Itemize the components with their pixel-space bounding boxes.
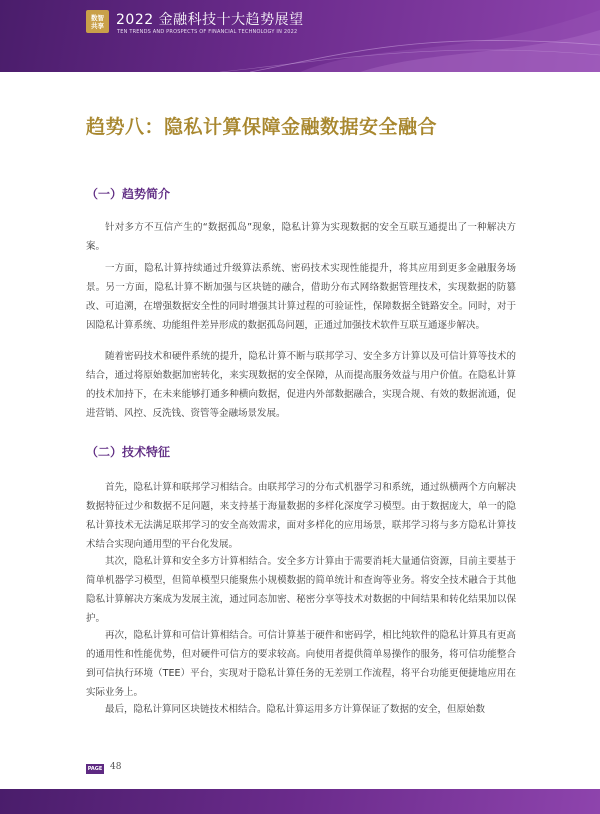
page-number: 48: [110, 762, 122, 772]
header-banner: [0, 0, 600, 72]
report-logo: [86, 10, 109, 33]
paragraph: 一方面，隐私计算持续通过升级算法系统、密码技术实现性能提升，将其应用到更多金融服务场景。另一方面，隐私计算不断加强与区块链的融合，借助分布式网络数据管理技术，实现数据的防篡改、可追溯，在增强数据安全性的同时增强其计算过程的可验证性，保障数据全链路安全。同时，对于因隐私计算系统、功能组件差异形成的数据孤岛问题，正通过加强技术软件互联互通逐步解决。: [86, 263, 516, 331]
paragraph: 最后，隐私计算同区块链技术相结合。隐私计算运用多方计算保证了数据的安全，但原始数: [105, 704, 486, 715]
paragraph: 首先，隐私计算和联邦学习相结合。由联邦学习的分布式机器学习和系统，通过纵横两个方向解决数据特征过少和数据不足问题，来支持基于海量数据的多样化深度学习模型。由于数据庞大，单一的隐私计算技术无法满足联邦学习的安全高效需求，面对多样化的应用场景，联邦学习将与多方隐私计算技术结合实现向通用型的平台化发展。: [86, 482, 516, 550]
page-title: 趋势八：隐私计算保障金融数据安全融合: [86, 116, 438, 138]
logo-line-2: 共享: [91, 21, 104, 30]
section-heading-features: （二）技术特征: [86, 445, 171, 459]
paragraph: 随着密码技术和硬件系统的提升，隐私计算不断与联邦学习、安全多方计算以及可信计算等技术的结合，通过将原始数据加密转化，来实现数据的安全保障，从而提高服务效益与用户价值。在隐私计算的技术加持下，在未来能够打通多种横向数据，促进内外部数据融合，实现合规、有效的数据流通，促进营销、风控、反洗钱、资管等金融场景发展。: [86, 351, 516, 419]
page-badge: [86, 764, 104, 774]
paragraph: 针对多方不互信产生的“数据孤岛”现象，隐私计算为实现数据的安全互联互通提出了一种解决方案。: [86, 222, 516, 252]
section-heading-intro: （一）趋势简介: [86, 187, 171, 201]
paragraph: 再次，隐私计算和可信计算相结合。可信计算基于硬件和密码学，相比纯软件的隐私计算具有更高的通用性和性能优势，但对硬件可信方的要求较高。向使用者提供简单易操作的服务，将可信功能整合到可信执行环境（TEE）平台，实现对于隐私计算任务的无差别工作流程，将平台功能更便捷地应用在实际业务上。: [86, 630, 516, 698]
report-title: 2022 金融科技十大趋势展望: [116, 12, 304, 28]
footer-bar: [0, 789, 600, 814]
paragraph: 其次，隐私计算和安全多方计算相结合。安全多方计算由于需要消耗大量通信资源，目前主要基于简单机器学习模型，但简单模型只能聚焦小规模数据的简单统计和查询等业务。将安全技术融合于其他隐私计算解决方案成为发展主流，通过同态加密、秘密分享等技术对数据的中间结果和转化结果加以保护。: [86, 556, 516, 624]
logo-line-1: 数智: [91, 13, 104, 22]
report-subtitle: TEN TRENDS AND PROSPECTS OF FINANCIAL TECHNOLOGY IN 2022: [117, 29, 298, 35]
page-badge-label: PAGE: [87, 766, 103, 772]
